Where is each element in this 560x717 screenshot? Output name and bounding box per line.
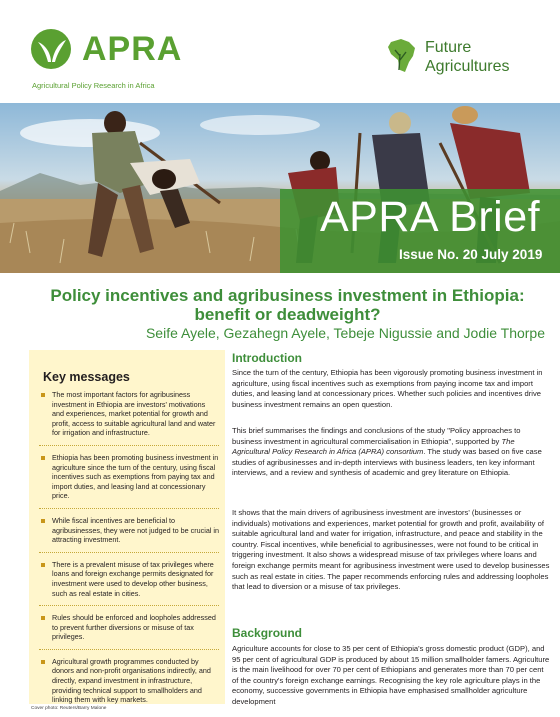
key-message-text: While fiscal incentives are beneficial to agribusinesses, they were not judged to be crucial in attracting investment. bbox=[52, 515, 220, 545]
background-heading: Background bbox=[232, 626, 303, 640]
key-message-text: Rules should be enforced and loopholes addressed to prevent further diversions or misuse of tax privileges. bbox=[52, 613, 216, 642]
introduction-paragraph-2 bbox=[232, 426, 550, 479]
bullet-icon bbox=[41, 393, 45, 397]
key-messages-list bbox=[39, 390, 219, 717]
key-message-item bbox=[39, 516, 219, 553]
introduction-paragraph-1: Since the turn of the century, Ethiopia has been vigorously promoting business investment in agriculture, using fiscal incentives such as exemptions from paying income tax and import duties, and leasing land at concessionary prices. Whether such policies and incentives drive business investment remains an open question. bbox=[232, 368, 543, 409]
key-message-text: Agricultural growth programmes conducted by donors and non-profit organisations indirectly, and directly, expand investment in infrastructure, providing technical support to smallholders and linking them with key markets. bbox=[52, 656, 211, 705]
brief-issue: Issue No. 20 July 2019 bbox=[399, 247, 543, 262]
apra-name: APRA bbox=[82, 30, 183, 68]
document-authors: Seife Ayele, Gezahegn Ayele, Tebeje Nigussie and Jodie Thorpe bbox=[145, 325, 545, 341]
introduction-paragraph-3: It shows that the main drivers of agribusiness investment are investors' (businesses or individuals) motivations and experiences, market potential for growth and profit, availability of suitable agricultural land and water for irrigation, infrastructure, and peace and stability in the country. Fiscal incentives, while beneficial to agribusinesses, were not found to be critical in triggering investment. It also shows a widespread misuse of tax privileges where loans and foreign exchange permits meant for agribusiness investment were used to develop businesses such as real estate in cities. The paper recommends enforcing rules and addressing loopholes that lead to diversion or a misuse of tax privileges. bbox=[232, 508, 550, 592]
key-message-text: The most important factors for agribusiness investment in Ethiopia are investors' motivations and experiences, market potential for growth and profit, access to suitable agricultural land and water for irrigation and infrastructure. bbox=[52, 390, 216, 438]
fa-name-line2: Agricultures bbox=[425, 58, 510, 75]
fa-name-line1: Future bbox=[425, 39, 472, 56]
bullet-icon bbox=[41, 519, 45, 523]
key-messages-heading: Key messages bbox=[43, 370, 130, 384]
key-message-text: Ethiopia has been promoting business investment in agriculture since the turn of the century, using fiscal incentives such as exemptions from paying tax and import duties, and leasing land at concessionary price. bbox=[52, 452, 219, 501]
introduction-p2-text: This brief summarises the findings and conclusions of the study "Policy approaches to business investment in agricultural commercialisation in Ethiopia", supported by bbox=[232, 426, 521, 446]
key-message-text: There is a prevalent misuse of tax privileges where loans and foreign exchange permits designated for investment were used to develop other business, such as real estate in cities. bbox=[52, 559, 214, 598]
apra-leaf-icon bbox=[30, 28, 72, 70]
consortium-name: The Agricultural Policy Research in Africa (APRA) consortium bbox=[232, 436, 515, 457]
brief-title: APRA Brief bbox=[320, 193, 541, 241]
document-title: Policy incentives and agribusiness investment in Ethiopia: benefit or deadweight? bbox=[50, 286, 525, 324]
africa-map-icon bbox=[385, 36, 419, 76]
apra-tagline: Agricultural Policy Research in Africa bbox=[32, 81, 155, 90]
background-paragraph-1: Agriculture accounts for close to 35 per cent of Ethiopia's gross domestic product (GDP), and 95 per cent of agricultural GDP is produced by about 15 million smallholder famers. Agriculture is the main livelihood for over 70 per cent of Ethiopians and generates more than 70 per cent of the country's foreign exchange earnings. Recognising the key role agriculture plays in the economy, successive governments in Ethiopia have emphasised smallholder agriculture development bbox=[232, 644, 550, 706]
key-message-item bbox=[39, 560, 219, 606]
key-messages-box bbox=[29, 350, 225, 704]
bullet-icon bbox=[41, 660, 45, 664]
key-message-item bbox=[39, 390, 219, 446]
key-message-item bbox=[39, 453, 219, 509]
apra-logo bbox=[30, 28, 183, 98]
bullet-icon bbox=[41, 563, 45, 567]
bullet-icon bbox=[41, 616, 45, 620]
key-message-item bbox=[39, 657, 219, 712]
photo-credit: Cover photo: Reuters/Barry Malone bbox=[31, 706, 107, 711]
bullet-icon bbox=[41, 456, 45, 460]
introduction-heading: Introduction bbox=[232, 351, 302, 365]
future-agricultures-logo bbox=[385, 36, 545, 88]
introduction-p2-text-end: . The study was based on five case studies of agribusinesses and in-depth interviews with business leaders, ten key informant interviews, and a review and synthesis of academic and grey literature on Ethiopia. bbox=[232, 447, 542, 478]
key-message-item bbox=[39, 613, 219, 650]
